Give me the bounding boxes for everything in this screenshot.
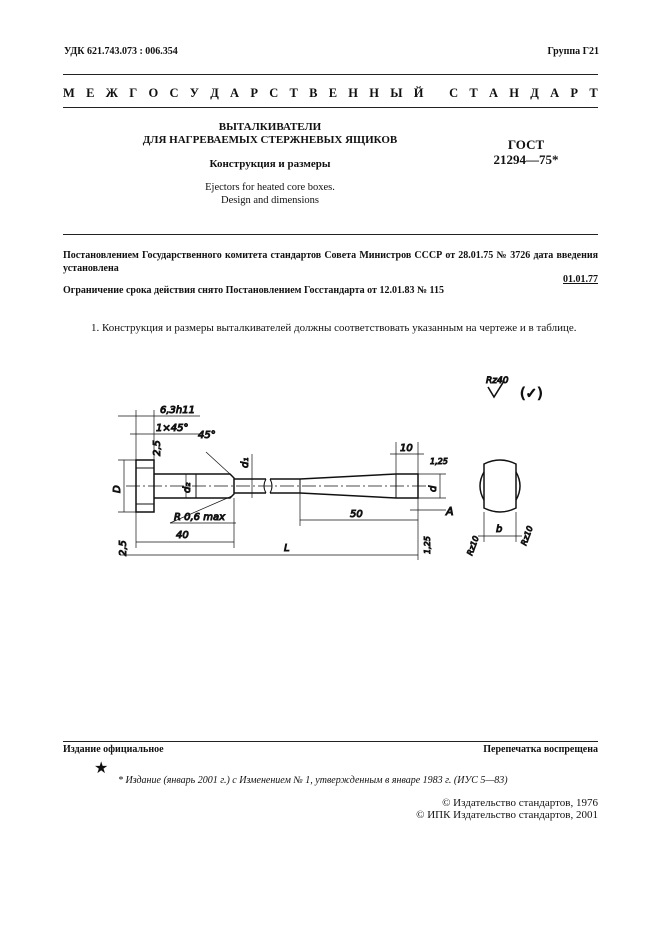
introduction-date: 01.01.77: [563, 274, 598, 285]
banner-letter: Т: [469, 86, 478, 100]
top-rule: [63, 74, 598, 75]
banner-letter: Т: [289, 86, 298, 100]
dim-rz10-right: Rz10: [519, 524, 535, 547]
dim-1-25-bottom: 1,25: [423, 536, 432, 554]
gost-label: ГОСТ: [507, 137, 545, 152]
dim-d: d: [428, 485, 439, 492]
title-line-1: ВЫТАЛКИВАТЕЛИ: [218, 121, 322, 133]
banner-letter: А: [230, 86, 240, 100]
copyright-1976: © Издательство стандартов, 1976: [442, 797, 598, 809]
banner-letter: С: [169, 86, 179, 100]
roughness-label: Rz40: [486, 376, 509, 386]
dim-40: 40: [176, 530, 189, 541]
banner-letter: Й: [413, 86, 424, 100]
subtitle: Конструкция и размеры: [209, 158, 331, 170]
section-view: [484, 460, 516, 512]
banner-letter: У: [189, 86, 199, 100]
banner-letter: О: [148, 86, 159, 100]
footer-rule: [63, 741, 598, 742]
banner-letter: Ж: [105, 86, 119, 100]
english-title-1: Ejectors for heated core boxes.: [205, 182, 335, 193]
copyright-2001: © ИПК Издательство стандартов, 2001: [416, 809, 598, 821]
edition-note: * Издание (январь 2001 г.) с Изменением № 1, утвержденным в январе 1983 г. (ИУС 5—83): [118, 775, 508, 786]
dim-L: L: [284, 543, 290, 554]
banner-letter: Е: [328, 86, 338, 100]
dim-D: D: [112, 485, 123, 493]
dim-2-5-top: 2,5: [152, 440, 163, 456]
section-flats: [480, 472, 520, 500]
banner-letter: Т: [589, 86, 598, 100]
banner-letter: С: [449, 86, 459, 100]
banner-rule: [63, 107, 598, 108]
gost-designation: [478, 137, 574, 167]
banner-letter: Д: [210, 86, 219, 100]
decree-text: Постановлением Государственного комитета стандартов Совета Министров СССР от 28.01.75 № 3726 дата введения установлена: [63, 250, 598, 274]
banner-letter: Н: [348, 86, 359, 100]
title-line-2: ДЛЯ НАГРЕВАЕМЫХ СТЕРЖНЕВЫХ ЯЩИКОВ: [142, 134, 398, 146]
banner-letter: Р: [570, 86, 579, 100]
banner-letter: Е: [86, 86, 95, 100]
banner-letter: Н: [369, 86, 379, 100]
reprint-prohibited: Перепечатка воспрещена: [483, 744, 598, 755]
limit-removed-text: Ограничение срока действия снято Постановлением Госстандарта от 12.01.83 № 115: [63, 285, 444, 296]
interstate-standard-banner: [63, 86, 598, 101]
banner-letter: В: [309, 86, 318, 100]
dim-b: b: [496, 524, 503, 535]
dim-d2: d₂: [182, 482, 193, 493]
dim-10: 10: [400, 443, 413, 454]
dim-A: A: [446, 505, 454, 518]
dim-d1: d₁: [240, 457, 251, 468]
banner-letter: [435, 86, 438, 101]
group-code: Группа Г21: [547, 46, 599, 57]
banner-letter: Ы: [390, 86, 403, 100]
roughness-general: (✓): [520, 386, 543, 402]
gost-number: 21294—75*: [493, 152, 559, 167]
official-edition: Издание официальное: [63, 744, 164, 755]
banner-letter: Д: [530, 86, 539, 100]
banner-letter: М: [63, 86, 75, 100]
udk-code: УДК 621.743.073 : 006.354: [64, 46, 178, 57]
dim-1-25-top: 1,25: [430, 457, 448, 466]
banner-letter: А: [489, 86, 499, 100]
ejector-drawing: [0, 360, 661, 590]
decree-rule: [63, 234, 598, 235]
title-block: [70, 121, 470, 207]
dim-head-thickness: 6,3h11: [160, 405, 195, 416]
dim-rz10-left: Rz10: [465, 534, 481, 557]
banner-letter: Р: [250, 86, 258, 100]
english-title-2: Design and dimensions: [221, 195, 319, 206]
star-icon: ★: [94, 760, 109, 777]
dim-chamfer: 1×45°: [156, 423, 189, 434]
banner-letter: С: [269, 86, 279, 100]
dim-angle: 45°: [198, 430, 216, 441]
banner-letter: А: [550, 86, 560, 100]
dim-50: 50: [350, 509, 363, 520]
dim-radius: R 0,6 max: [174, 512, 225, 523]
clause-1: 1. Конструкция и размеры выталкивателей должны соответствовать указанным на чертеже и в таблице.: [91, 322, 577, 334]
banner-letter: Г: [129, 86, 138, 100]
dim-2-5-left: 2,5: [118, 540, 129, 556]
banner-letter: Н: [509, 86, 520, 100]
